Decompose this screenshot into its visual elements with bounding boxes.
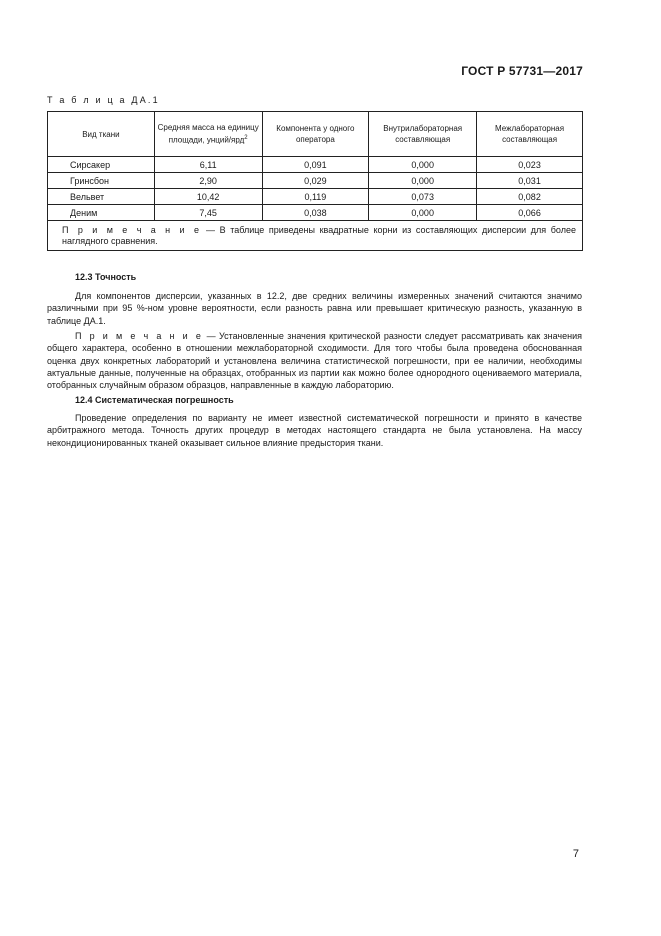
table-caption: Т а б л и ц а ДА.1 [47, 95, 160, 105]
cell-inter: 0,082 [477, 189, 583, 205]
cell-mass: 2,90 [154, 173, 262, 189]
paragraph-12-3: Для компонентов дисперсии, указанных в 12.2, две средних величины измеренных значений считаются значимо различными при 95 %-ном уровне вероятности, если разность равна или превышает критическую разность, указанную в таблице ДА.1. [47, 291, 582, 326]
page-number: 7 [572, 848, 579, 860]
note-12-3 [47, 330, 582, 391]
cell-intra: 0,000 [369, 205, 477, 221]
note-label: П р и м е ч а н и е [62, 225, 202, 235]
cell-inter: 0,023 [477, 157, 583, 173]
table-header-row [48, 112, 583, 157]
section-title-12-3: 12.3 Точность [75, 272, 137, 282]
table-row [48, 157, 583, 173]
col-header-operator: Компонента у одного оператора [262, 112, 369, 157]
cell-operator: 0,038 [262, 205, 369, 221]
section-title-12-4: 12.4 Систематическая погрешность [75, 395, 234, 405]
cell-fabric: Деним [48, 205, 155, 221]
cell-mass: 6,11 [154, 157, 262, 173]
cell-fabric: Сирсакер [48, 157, 155, 173]
table-note [48, 221, 583, 251]
col-header-fabric: Вид ткани [48, 112, 155, 157]
cell-operator: 0,119 [262, 189, 369, 205]
cell-fabric: Гринсбон [48, 173, 155, 189]
table-note-row [48, 221, 583, 251]
col-header-mass: Средняя масса на единицу площади, унций/ярд$^2$ [154, 112, 262, 157]
document-header: ГОСТ Р 57731—2017 [461, 64, 583, 78]
col-header-intra: Внутрилабораторная составляющая [369, 112, 477, 157]
cell-operator: 0,029 [262, 173, 369, 189]
data-table [47, 111, 583, 251]
table-row [48, 173, 583, 189]
cell-operator: 0,091 [262, 157, 369, 173]
cell-mass: 10,42 [154, 189, 262, 205]
cell-intra: 0,000 [369, 157, 477, 173]
table-row [48, 189, 583, 205]
cell-inter: 0,031 [477, 173, 583, 189]
cell-intra: 0,000 [369, 173, 477, 189]
table-row [48, 205, 583, 221]
cell-mass: 7,45 [154, 205, 262, 221]
paragraph-12-4: Проведение определения по варианту не имеет известной систематической погрешности и принято в качестве арбитражного метода. Точность других процедур в методах настоящего стандарта не была установлена. На массу некондиционированных тканей оказывает сильное влияние предыстория ткани. [47, 413, 582, 448]
col-header-inter: Межлабораторная составляющая [477, 112, 583, 157]
note-label: П р и м е ч а н и е [75, 331, 204, 341]
note-text: — Установленные значения критической разности следует рассматривать как значения общего характера, особенно в отношении межлабораторной сходимости. Для того чтобы была проведена обоснованная оценка двух конкретных лабораторий и установлена величина статистической погрешности, при ее наличии, необходимы актуальные данные, полученные на образцах, отобранных из партии как можно более однородного оцениваемого материала, отобранных случайным образом образцов, направленные в каждую лабораторию. [47, 331, 582, 391]
cell-inter: 0,066 [477, 205, 583, 221]
cell-intra: 0,073 [369, 189, 477, 205]
note-text: — В таблице приведены квадратные корни из составляющих дисперсии для более наглядного сравнения. [62, 225, 576, 246]
cell-fabric: Вельвет [48, 189, 155, 205]
